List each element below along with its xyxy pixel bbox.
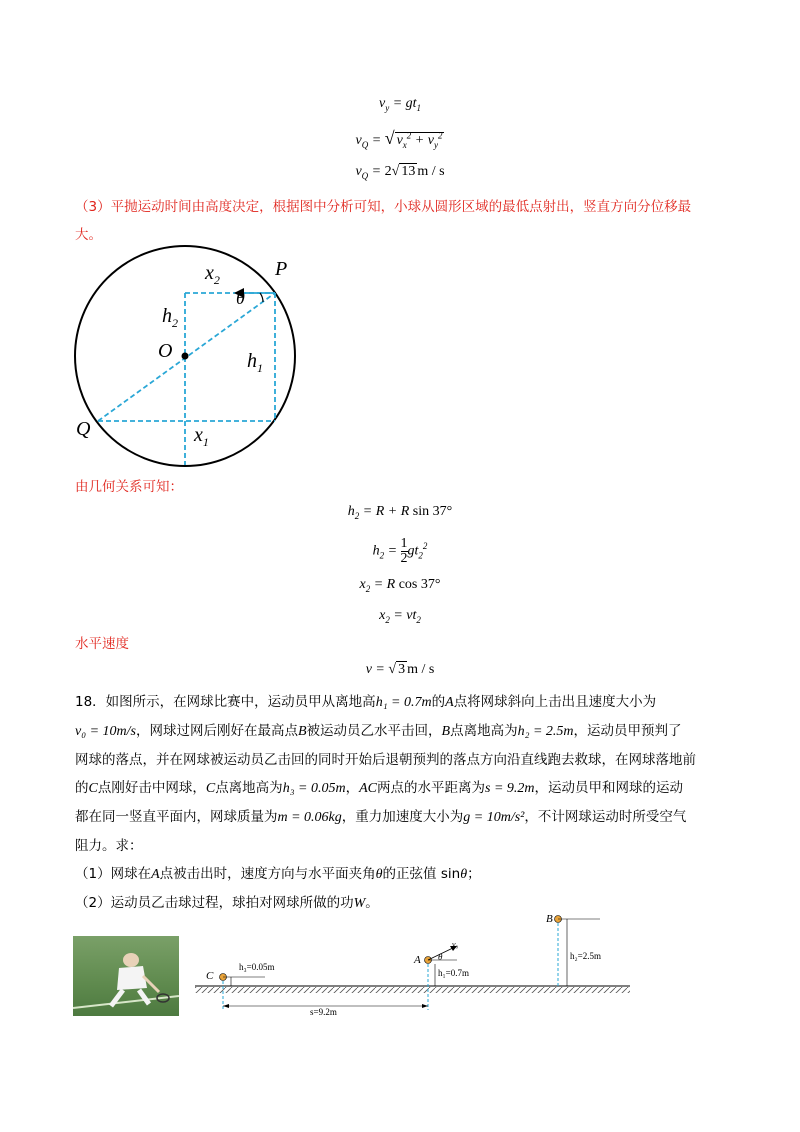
problem18-question1: （1）网球在A点被击出时，速度方向与水平面夹角θ的正弦值 sinθ；	[75, 866, 481, 882]
equation-h2-geometry: $h_2 = R + R$ sin 37°	[347, 504, 453, 521]
court-label-s: s=9.2m	[310, 1007, 337, 1017]
problem18-line2: v₀ = 10m/s，网球过网后刚好在最高点B被运动员乙水平击回，B点离地高为h₂ = 2.5m，运动员甲预判了	[75, 723, 682, 739]
center-point	[182, 353, 189, 360]
equation-vy: $v_y = gt_1$	[378, 96, 422, 113]
court-label-h2: h₂=2.5m	[570, 951, 601, 961]
label-x1: $x_1$	[194, 424, 209, 449]
label-h1: $h_1$	[247, 350, 263, 375]
horizontal-heading: 水平速度	[75, 636, 129, 652]
tennis-player-icon	[73, 936, 179, 1016]
label-Q: Q	[76, 418, 91, 440]
label-theta: θ	[236, 288, 245, 308]
problem18-text	[75, 688, 735, 918]
part3-text: （3）平抛运动时间由高度决定，根据图中分析可知，小球从圆形区域的最低点射出，竖直方向分位移最 大。	[75, 199, 692, 243]
label-h2: $h_2$	[162, 305, 178, 330]
label-x2: $x_2$	[205, 262, 220, 287]
court-label-h1: h₁=0.7m	[438, 968, 469, 978]
equation-vq-magnitude: $v_Q$ = √ $v_x^2 + v_y^2$	[355, 128, 443, 150]
problem18-line4: 的C点刚好击中网球，C点离地高为h₃ = 0.05m，AC两点的水平距离为s = 9.2m，运动员甲和网球的运动	[75, 780, 684, 796]
label-P: P	[275, 258, 288, 280]
court-label-h3: h₃=0.05m	[239, 962, 275, 972]
equation-x2-geometry: $x_2 = R$ cos 37°	[359, 577, 441, 594]
court-label-v0: v₀	[452, 940, 459, 949]
dashed-guides	[98, 293, 275, 465]
problem18-line3: 网球的落点，并在网球被运动员乙击回的同时开始后退朝预判的落点方向沿直线跑去救球，在网球落地前	[75, 752, 696, 768]
court-label-C: C	[206, 970, 214, 982]
circle-diagram	[70, 245, 310, 475]
problem18-question2: （2）运动员乙击球过程，球拍对网球所做的功W。	[75, 895, 379, 911]
court-label-B: B	[546, 913, 553, 925]
problem18-line1: 18．如图所示，在网球比赛中，运动员甲从离地高h₁ = 0.7m的A点将网球斜向上击出且速度大小为	[75, 694, 657, 710]
ground-hatch	[195, 987, 630, 993]
problem18-line5: 都在同一竖直平面内，网球质量为m = 0.06kg，重力加速度大小为g = 10m/s²，不计网球运动时所受空气	[75, 809, 687, 825]
problem18-line6: 阻力。求：	[75, 838, 143, 854]
theta-arc	[260, 293, 263, 302]
equation-x2-velocity: $x_2 = vt_2$	[379, 608, 421, 625]
court-label-A: A	[414, 954, 421, 966]
label-O: O	[158, 340, 173, 362]
equation-v: v = √ 3 m / s	[365, 662, 435, 677]
geometry-heading: 由几何关系可知：	[75, 479, 183, 495]
court-label-theta: θ	[438, 952, 443, 962]
equation-h2-time: $h_2$ = $\frac{1}{2}$ $gt_2^2$	[372, 536, 428, 566]
tennis-player-photo	[73, 936, 179, 1016]
equation-vq-value: $v_Q = 2√$ 13 m / s	[355, 164, 445, 181]
